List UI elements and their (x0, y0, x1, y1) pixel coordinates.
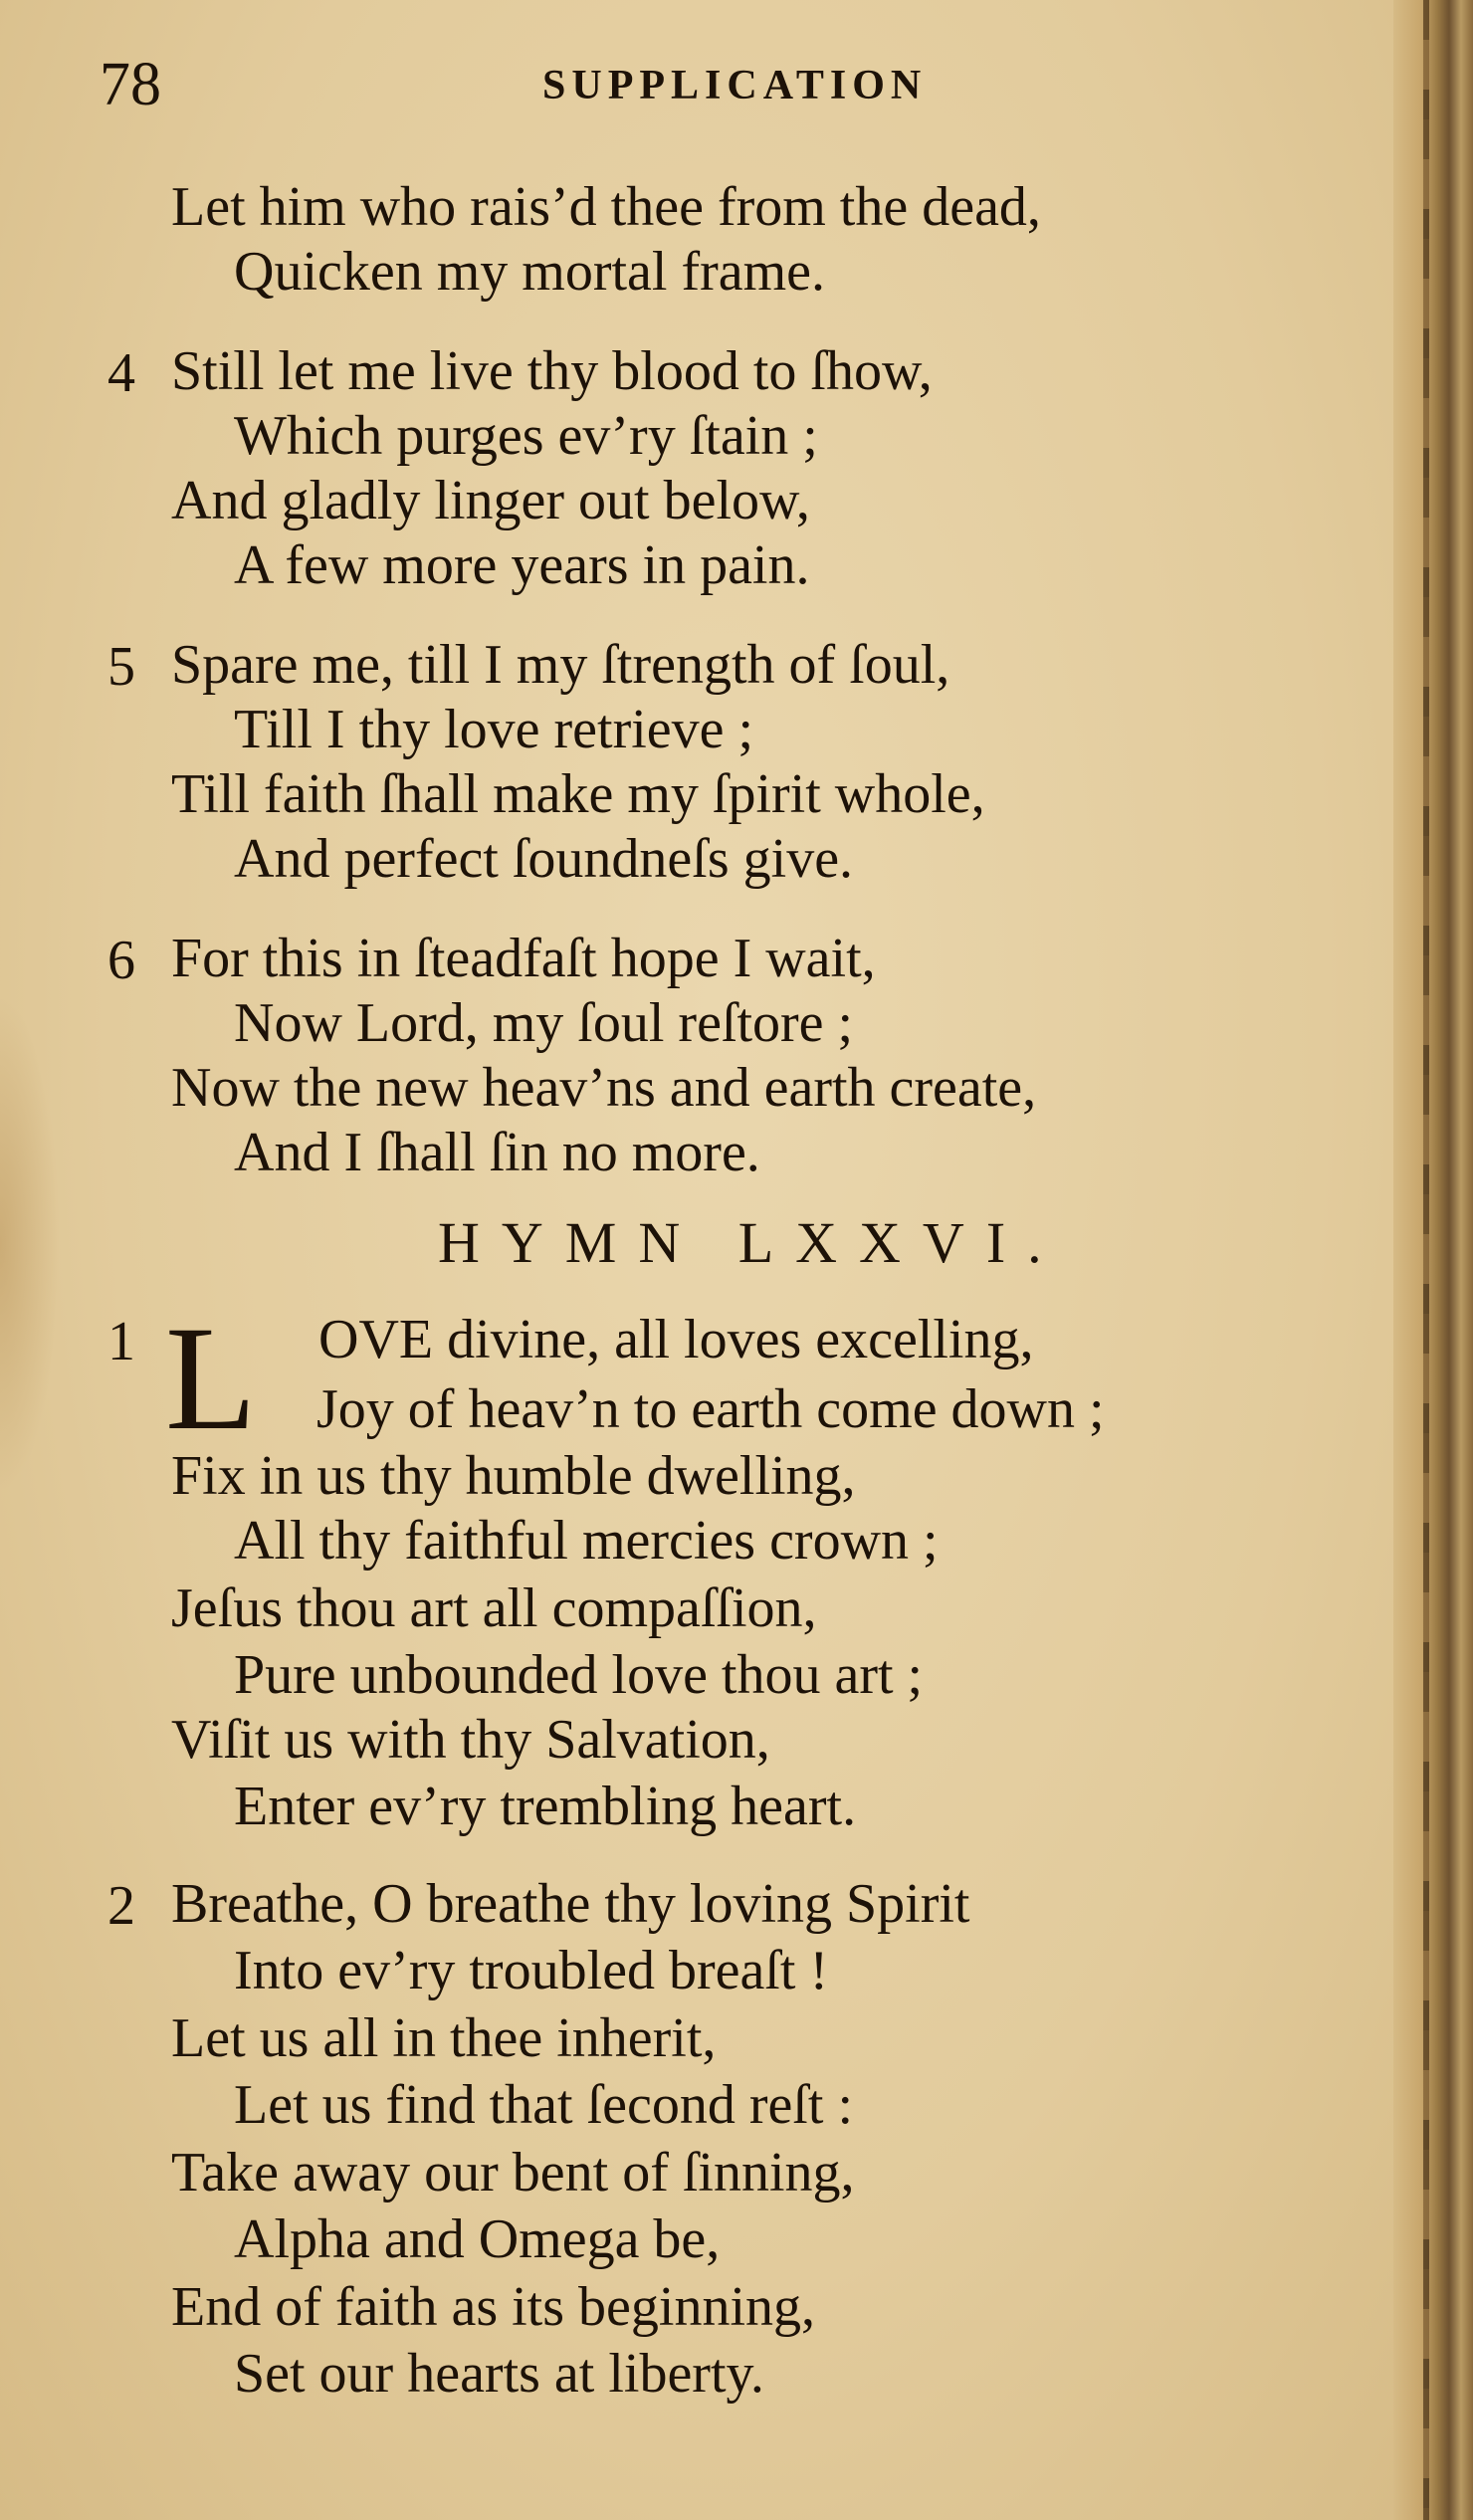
verse-line: Which purges ev’ry ſtain ; (234, 405, 818, 467)
verse-line: Now the new heav’ns and earth create, (171, 1057, 1037, 1119)
verse-line: For this in ſteadfaſt hope I wait, (171, 928, 876, 989)
hymn-line: Joy of heav’n to earth come down ; (316, 1378, 1105, 1440)
hymn-line: Alpha and Omega be, (234, 2208, 721, 2270)
verse-line: And I ſhall ſin no more. (234, 1122, 760, 1183)
page-edge (1393, 0, 1473, 2520)
page-header (100, 50, 975, 119)
hymn-line: Fix in us thy humble dwelling, (171, 1445, 856, 1507)
hymn-line: Let us all in thee inherit, (171, 2007, 717, 2069)
page-stain (0, 995, 60, 1493)
hymn-title: HYMN LXXVI. (438, 1210, 1064, 1275)
hymn-line: End of faith as its beginning, (171, 2276, 816, 2338)
verse-line: Till faith ſhall make my ſpirit whole, (171, 763, 985, 825)
verse-verse-number: 4 (107, 342, 135, 404)
hymn-line: Pure unbounded love thou art ; (234, 1644, 924, 1706)
hymn-line: Take away our bent of ſinning, (171, 2142, 855, 2204)
verse-line: A few more years in pain. (234, 534, 810, 596)
verse-verse-number: 5 (107, 636, 135, 698)
hymn-line: All thy faithful mercies crown ; (234, 1510, 939, 1572)
verse-line: Still let me live thy blood to ſhow, (171, 340, 933, 402)
hymn-line: Into ev’ry troubled breaſt ! (234, 1940, 829, 2001)
verse-line: Let him who rais’d thee from the dead, (171, 176, 1041, 238)
hymn-line: OVE divine, all loves excelling, (318, 1309, 1034, 1370)
hymn-verse-number: 2 (107, 1875, 135, 1937)
running-title: SUPPLICATION (542, 63, 928, 108)
hymn-line: Enter ev’ry trembling heart. (234, 1776, 857, 1837)
hymn-line: Breathe, O breathe thy loving Spirit (171, 1873, 970, 1935)
verse-line: Spare me, till I my ſtrength of ſoul, (171, 634, 950, 696)
verse-line: Now Lord, my ſoul reſtore ; (234, 992, 854, 1054)
drop-capital: L (165, 1296, 257, 1461)
hymn-line: Jeſus thou art all compaſſion, (171, 1577, 817, 1639)
verse-verse-number: 6 (107, 930, 135, 991)
page-number: 78 (100, 51, 161, 118)
verse-line: Till I thy love retrieve ; (234, 699, 754, 760)
hymn-line: Let us find that ſecond reſt : (234, 2074, 854, 2136)
verse-line: And gladly linger out below, (171, 470, 810, 531)
verse-line: Quicken my mortal frame. (234, 241, 826, 303)
hymn-verse-number: 1 (107, 1311, 135, 1372)
hymn-line: Set our hearts at liberty. (234, 2343, 764, 2405)
verse-line: And perfect ſoundneſs give. (234, 828, 854, 890)
hymn-line: Viſit us with thy Salvation, (171, 1709, 770, 1771)
